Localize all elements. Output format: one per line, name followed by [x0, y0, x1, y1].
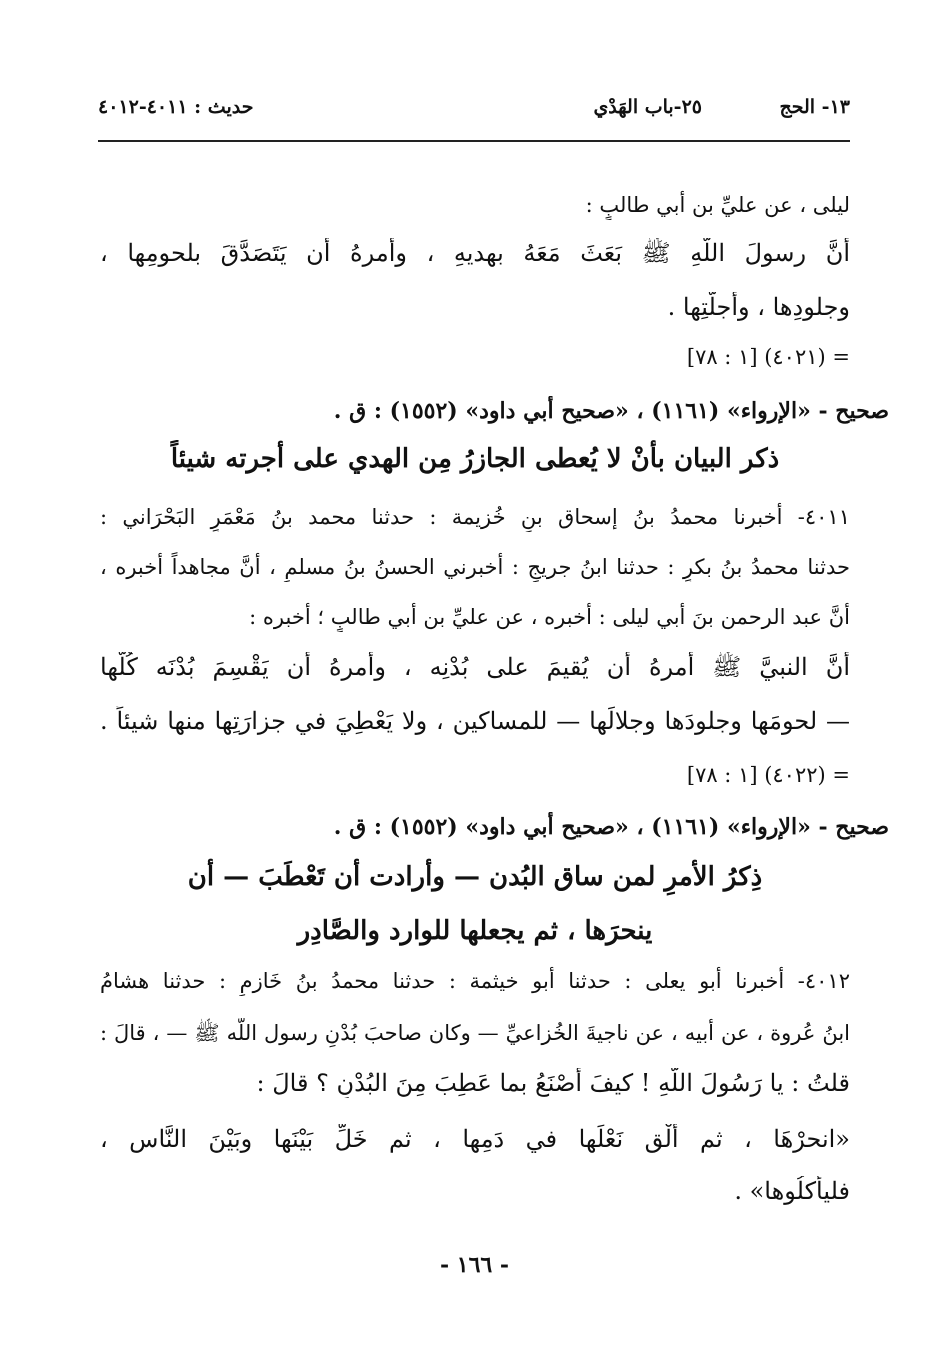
section-title: ذِكرُ الأمرِ لمن ساق البُدن — وأرادت أن تَعْطَبَ — أن	[187, 862, 763, 892]
book-title: ١٣- الحج	[779, 96, 850, 118]
grading-line: صحيح - «الإرواء» (١١٦١) ، «صحيح أبي داود» (١٥٥٢) : ق .	[333, 814, 889, 840]
text-line: ليلى ، عن عليِّ بن أبي طالبٍ :	[585, 193, 850, 217]
section-title: ذكر البيان بأنْ لا يُعطى الجازرُ مِن الهدي على أجرته شيئاً	[170, 444, 780, 474]
hadith-text-line: فليأكلُوها» .	[734, 1177, 850, 1205]
cross-reference: = (٤٠٢٢) [١ : ٧٨]	[686, 763, 850, 787]
isnad-line: ابنُ عُروة ، عن أبيه ، عن ناجيةَ الخُزاعيِّ — وكان صاحبَ بُدْنِ رسول اللَّه ﷺ — ، قالَ :	[100, 1021, 850, 1045]
hadith-text-line: قلتُ : يا رَسُولَ اللَّهِ ! كيفَ أَصْنَعُ بما عَطِبَ مِنَ البُدْنِ ؟ قالَ :	[256, 1069, 850, 1097]
isnad-line: حدثنا محمدُ بنُ بكرٍ : حدثنا ابنُ جريجٍ : أخبرني الحسنُ بنُ مسلمٍ ، أنَّ مجاهداً أخبره ،	[100, 555, 850, 579]
section-title: ينحرَها ، ثم يجعلها للوارد والصَّادِر	[297, 916, 653, 946]
isnad-line: ٤٠١٢- أخبرنا أبو يعلى : حدثنا أبو خيثمة : حدثنا محمدُ بنُ خَازمٍ : حدثنا هشامُ	[100, 969, 850, 993]
page-number: - ١٦٦ -	[439, 1252, 510, 1278]
hadith-range: حديث : ٤٠١١-٤٠١٢	[98, 96, 254, 118]
hadith-text-line: «انحرْهَا ، ثم أَلْقِ نَعْلَها في دَمِها ، ثم خَلِّ بَيْنَها وبَيْنَ النَّاسِ ،	[100, 1125, 850, 1153]
chapter-title: ٢٥-باب الهَدْي	[593, 96, 702, 118]
hadith-text-line: أنَّ رسولَ اللَّهِ ﷺ بَعَثَ مَعَهُ بهديهِ ، وأمرهُ أن يَتَصَدَّقَ بلحومِها ،	[100, 239, 850, 267]
header-rule	[98, 140, 850, 142]
page-header	[98, 96, 850, 132]
grading-line: صحيح - «الإرواء» (١١٦١) ، «صحيح أبي داود» (١٥٥٢) : ق .	[333, 398, 889, 424]
isnad-line: ٤٠١١- أخبرنا محمدُ بنُ إسحاق بنِ خُزيمة : حدثنا محمد بنُ مَعْمَرٍ البَحْرَاني :	[100, 505, 850, 529]
hadith-text-line: وجلودِها ، وأجلَّتِها .	[667, 293, 850, 321]
isnad-line: أنَّ عبد الرحمن بنَ أبي ليلى : أخبره ، عن عليِّ بن أبي طالبٍ ؛ أخبره :	[249, 605, 850, 629]
cross-reference: = (٤٠٢١) [١ : ٧٨]	[686, 345, 850, 369]
hadith-text-line: — لحومَها وجلودَها وجلالَها — للمساكين ، ولا يَعْطِيَ في جزارَتِها منها شيئاً .	[100, 707, 850, 735]
hadith-text-line: أنَّ النبيَّ ﷺ أمرهُ أن يُقيمَ على بُدْنِه ، وأمرهُ أن يَقْسِمَ بُدْنَه كُلَّها	[100, 653, 850, 681]
